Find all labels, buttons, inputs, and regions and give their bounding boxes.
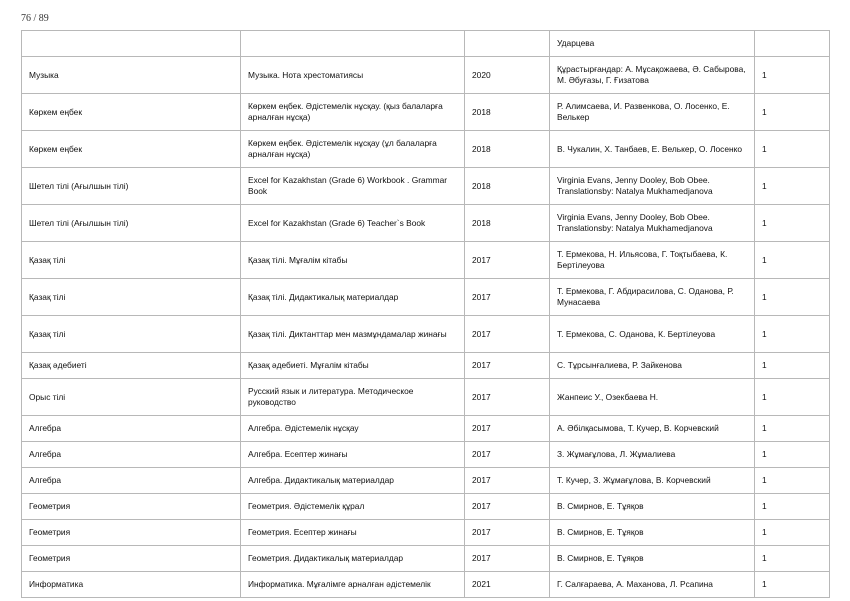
title-cell: Excel for Kazakhstan (Grade 6) Teacher`s Book <box>241 205 465 242</box>
year-cell: 2017 <box>465 442 550 468</box>
quantity-cell: 1 <box>755 468 830 494</box>
title-cell: Геометрия. Есептер жинағы <box>241 520 465 546</box>
table-row <box>22 57 830 94</box>
year-cell: 2018 <box>465 168 550 205</box>
title-cell: Қазақ тілі. Мұғалім кітабы <box>241 242 465 279</box>
authors-cell: А. Әбілқасымова, Т. Кучер, В. Корчевский <box>550 416 755 442</box>
quantity-cell: 1 <box>755 353 830 379</box>
authors-cell: В. Чукалин, Х. Танбаев, Е. Велькер, О. Лосенко <box>550 131 755 168</box>
table-row-continued <box>22 31 830 57</box>
subject-cell: Геометрия <box>22 520 241 546</box>
year-cell: 2017 <box>465 546 550 572</box>
year-cell: 2017 <box>465 353 550 379</box>
authors-cell: Т. Ермекова, Н. Ильясова, Г. Тоқтыбаева, К. Бертілеуова <box>550 242 755 279</box>
book-table <box>21 30 830 598</box>
title-cell: Геометрия. Әдістемелік құрал <box>241 494 465 520</box>
quantity-cell: 1 <box>755 168 830 205</box>
subject-cell: Көркем еңбек <box>22 131 241 168</box>
authors-cell: Virginia Evans, Jenny Dooley, Bob Obee. Translationsby: Natalya Mukhamedjanova <box>550 168 755 205</box>
year-cell <box>465 31 550 57</box>
table-row <box>22 353 830 379</box>
subject-cell: Көркем еңбек <box>22 94 241 131</box>
quantity-cell: 1 <box>755 316 830 353</box>
subject-cell: Геометрия <box>22 494 241 520</box>
year-cell: 2021 <box>465 572 550 598</box>
subject-cell: Алгебра <box>22 416 241 442</box>
quantity-cell: 1 <box>755 572 830 598</box>
quantity-cell: 1 <box>755 131 830 168</box>
title-cell: Excel for Kazakhstan (Grade 6) Workbook . Grammar Book <box>241 168 465 205</box>
quantity-cell: 1 <box>755 94 830 131</box>
quantity-cell: 1 <box>755 546 830 572</box>
authors-cell: Т. Ермекова, Г. Абдирасилова, С. Оданова, Р. Мунасаева <box>550 279 755 316</box>
subject-cell: Алгебра <box>22 442 241 468</box>
subject-cell: Шетел тілі (Ағылшын тілі) <box>22 168 241 205</box>
table-row <box>22 416 830 442</box>
quantity-cell: 1 <box>755 442 830 468</box>
year-cell: 2017 <box>465 242 550 279</box>
subject-cell <box>22 31 241 57</box>
table-row <box>22 468 830 494</box>
year-cell: 2017 <box>465 279 550 316</box>
title-cell <box>241 31 465 57</box>
subject-cell: Музыка <box>22 57 241 94</box>
subject-cell: Геометрия <box>22 546 241 572</box>
authors-cell: Т. Кучер, З. Жұмағұлова, В. Корчевский <box>550 468 755 494</box>
authors-cell: Р. Алимсаева, И. Развенкова, О. Лосенко, Е. Велькер <box>550 94 755 131</box>
subject-cell: Информатика <box>22 572 241 598</box>
year-cell: 2018 <box>465 94 550 131</box>
table-row <box>22 442 830 468</box>
year-cell: 2017 <box>465 520 550 546</box>
table-row <box>22 494 830 520</box>
table-row <box>22 572 830 598</box>
quantity-cell: 1 <box>755 379 830 416</box>
subject-cell: Қазақ тілі <box>22 242 241 279</box>
title-cell: Алгебра. Есептер жинағы <box>241 442 465 468</box>
page-number: 76 / 89 <box>21 13 49 24</box>
year-cell: 2017 <box>465 379 550 416</box>
authors-cell: Г. Салғараева, А. Маханова, Л. Рсапина <box>550 572 755 598</box>
authors-cell: Ударцева <box>550 31 755 57</box>
quantity-cell: 1 <box>755 57 830 94</box>
title-cell: Қазақ әдебиеті. Мұғалім кітабы <box>241 353 465 379</box>
authors-cell: В. Смирнов, Е. Тұяқов <box>550 494 755 520</box>
table-row <box>22 379 830 416</box>
table-row <box>22 546 830 572</box>
table-row <box>22 279 830 316</box>
title-cell: Қазақ тілі. Дидактикалық материалдар <box>241 279 465 316</box>
title-cell: Информатика. Мұғалімге арналған әдістемелік <box>241 572 465 598</box>
year-cell: 2017 <box>465 468 550 494</box>
year-cell: 2017 <box>465 316 550 353</box>
quantity-cell: 1 <box>755 279 830 316</box>
table-row <box>22 94 830 131</box>
title-cell: Көркем еңбек. Әдістемелік нұсқау. (қыз балаларға арналған нұсқа) <box>241 94 465 131</box>
subject-cell: Қазақ тілі <box>22 316 241 353</box>
authors-cell: З. Жұмағұлова, Л. Жұмалиева <box>550 442 755 468</box>
quantity-cell: 1 <box>755 494 830 520</box>
table-row <box>22 520 830 546</box>
table-row <box>22 242 830 279</box>
quantity-cell: 1 <box>755 242 830 279</box>
quantity-cell: 1 <box>755 416 830 442</box>
table-row <box>22 316 830 353</box>
authors-cell: В. Смирнов, Е. Тұяқов <box>550 546 755 572</box>
authors-cell: Құрастырғандар: А. Мұсақожаева, Ә. Сабырова, М. Әбуғазы, Г. Ғизатова <box>550 57 755 94</box>
title-cell: Музыка. Нота хрестоматиясы <box>241 57 465 94</box>
authors-cell: В. Смирнов, Е. Тұяқов <box>550 520 755 546</box>
subject-cell: Қазақ тілі <box>22 279 241 316</box>
title-cell: Алгебра. Дидактикалық материалдар <box>241 468 465 494</box>
quantity-cell <box>755 31 830 57</box>
quantity-cell: 1 <box>755 520 830 546</box>
year-cell: 2018 <box>465 131 550 168</box>
authors-cell: Virginia Evans, Jenny Dooley, Bob Obee. Translationsby: Natalya Mukhamedjanova <box>550 205 755 242</box>
subject-cell: Қазақ әдебиеті <box>22 353 241 379</box>
title-cell: Алгебра. Әдістемелік нұсқау <box>241 416 465 442</box>
title-cell: Русский язык и литература. Методическое руководство <box>241 379 465 416</box>
year-cell: 2018 <box>465 205 550 242</box>
authors-cell: Т. Ермекова, С. Оданова, К. Бертілеуова <box>550 316 755 353</box>
subject-cell: Алгебра <box>22 468 241 494</box>
table-row <box>22 131 830 168</box>
year-cell: 2017 <box>465 494 550 520</box>
title-cell: Көркем еңбек. Әдістемелік нұсқау (ұл балаларға арналған нұсқа) <box>241 131 465 168</box>
year-cell: 2017 <box>465 416 550 442</box>
authors-cell: Жанпеис У., Озекбаева Н. <box>550 379 755 416</box>
table-row <box>22 168 830 205</box>
subject-cell: Орыс тілі <box>22 379 241 416</box>
table-row <box>22 205 830 242</box>
title-cell: Қазақ тілі. Диктанттар мен мазмұндамалар жинағы <box>241 316 465 353</box>
subject-cell: Шетел тілі (Ағылшын тілі) <box>22 205 241 242</box>
authors-cell: С. Тұрсынғалиева, Р. Зайкенова <box>550 353 755 379</box>
title-cell: Геометрия. Дидактикалық материалдар <box>241 546 465 572</box>
quantity-cell: 1 <box>755 205 830 242</box>
year-cell: 2020 <box>465 57 550 94</box>
